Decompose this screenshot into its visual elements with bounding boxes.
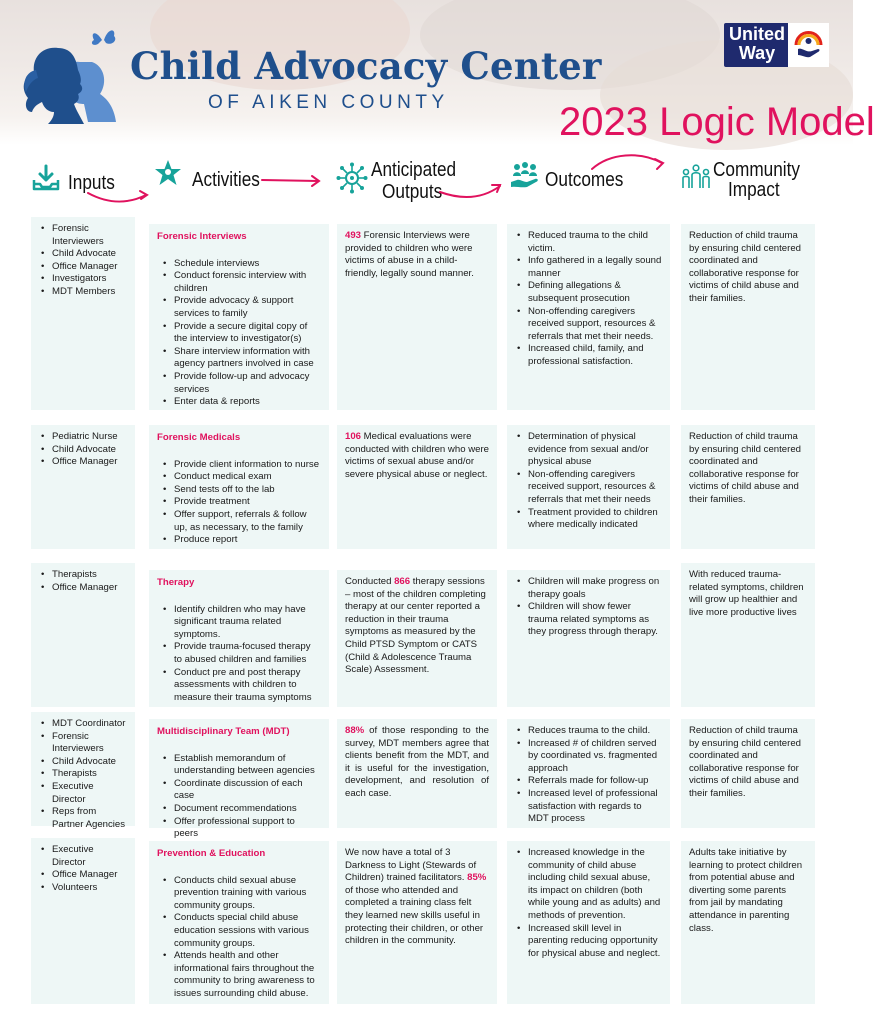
impact-text: Reduction of child trauma by ensuring child centered coordinated and collaborative response for victims of child abuse and their families. — [689, 431, 801, 505]
list-item: • Executive Director — [39, 844, 127, 869]
list-item: • Provide follow-up and advocacy services — [161, 371, 321, 396]
list-item: • Coordinate discussion of each case — [161, 778, 321, 803]
impact-cell — [681, 841, 815, 1004]
list-item: • Increased level of professional satisfaction with regards to MDT process — [515, 788, 662, 826]
list-item: • Provide treatment — [161, 496, 321, 509]
list-item: • Treatment provided to children where medically indicated — [515, 507, 662, 532]
list-item: • Conduct pre and post therapy assessments with children to measure their trauma symptoms — [161, 667, 321, 705]
list-item: • Increased knowledge in the community of child abuse including child sexual abuse, its impact on children (both while young and as adults) and methods of prevention. — [515, 847, 662, 923]
org-subtitle: OF AIKEN COUNTY — [208, 92, 449, 113]
network-icon — [336, 162, 368, 194]
list-item: • MDT Coordinator — [39, 718, 127, 731]
united-way-hand-icon — [788, 23, 829, 67]
output-number: 866 — [394, 576, 411, 587]
list-item: • Reps from Partner Agencies — [39, 806, 127, 831]
list-item: • Produce report — [161, 534, 321, 547]
inbox-download-icon — [30, 162, 62, 194]
united-way-logo-text: United Way — [729, 24, 785, 63]
list-item: • Provide advocacy & support services to family — [161, 295, 321, 320]
list-item: • Office Manager — [39, 582, 127, 595]
list-item: • Child Advocate — [39, 444, 127, 457]
list-item: • Schedule interviews — [161, 258, 321, 271]
hand-people-icon — [509, 160, 541, 192]
activities-cell — [149, 570, 329, 707]
column-label: Inputs — [68, 172, 115, 194]
list-item: • Increased child, family, and professional satisfaction. — [515, 343, 662, 368]
column-label-line1: Community — [713, 159, 800, 181]
column-label: Outcomes — [545, 169, 624, 191]
activity-title: Prevention & Education — [157, 848, 266, 859]
list-item: • Pediatric Nurse — [39, 431, 127, 444]
output-text: 493 Forensic Interviews were provided to children who were victims of abuse in a child-friendly, legally sound manner. — [345, 230, 474, 279]
output-number: 106 — [345, 431, 362, 442]
list-item: • Conducts child sexual abuse prevention training with various community groups. — [161, 875, 321, 913]
activity-title: Multidisciplinary Team (MDT) — [157, 726, 290, 737]
inputs-cell — [31, 217, 135, 410]
inputs-cell — [31, 563, 135, 707]
list-item: • Document recommendations — [161, 803, 321, 816]
org-name: Child Advocacy Center — [130, 44, 602, 88]
community-people-icon — [680, 162, 712, 194]
output-text: 106 Medical evaluations were conducted with children who were victims of sexual abuse and/or severe physical abuse or neglect. — [345, 431, 489, 480]
impact-text: Adults take initiative by learning to protect children from potential abuse and diverting some parents from jail by mandating attendance in parenting class. — [689, 847, 803, 934]
activities-cell — [149, 425, 329, 549]
list-item: • Non-offending caregivers received support, resources & referrals that met their needs. — [515, 306, 662, 344]
list-item: • Conducts special child abuse education sessions with various community groups. — [161, 912, 321, 950]
activities-cell — [149, 224, 329, 410]
outcomes-cell — [507, 425, 670, 549]
activity-title: Forensic Medicals — [157, 432, 241, 443]
inputs-cell — [31, 838, 135, 1004]
list-item: • Reduced trauma to the child victim. — [515, 230, 662, 255]
list-item: • Increased # of children served by coordinated vs. fragmented approach — [515, 738, 662, 776]
impact-cell — [681, 224, 815, 410]
header-banner — [0, 0, 875, 145]
list-item: • Reduces trauma to the child. — [515, 725, 662, 738]
list-item: • Investigators — [39, 273, 127, 286]
impact-text: With reduced trauma-related symptoms, children will grow up healthier and live more productive lives — [689, 569, 804, 618]
outputs-cell — [337, 570, 497, 707]
output-number: 85% — [467, 872, 487, 884]
column-label-line2: Impact — [728, 179, 780, 201]
list-item: • Share interview information with agency partners involved in case — [161, 346, 321, 371]
inputs-cell — [31, 425, 135, 549]
column-header-activities — [152, 156, 282, 206]
star-people-icon — [152, 158, 184, 190]
activity-title: Therapy — [157, 577, 195, 588]
list-item: • Therapists — [39, 569, 127, 582]
outcomes-cell — [507, 570, 670, 707]
child-silhouette-logo-icon — [18, 22, 128, 130]
activity-title: Forensic Interviews — [157, 231, 247, 242]
list-item: • Offer support, referrals & follow up, as necessary, to the family — [161, 509, 321, 534]
outputs-cell — [337, 224, 497, 410]
column-label-line2: Outputs — [382, 181, 443, 203]
output-text: 88% of those responding to the survey, MDT members agree that clients benefit from the MDT, and it is useful for the investigation, development, and resolution of each case. — [345, 725, 489, 799]
activities-cell — [149, 719, 329, 840]
list-item: • Attends health and other informational fairs throughout the community to bring awareness to issues surrounding child abuse. — [161, 950, 321, 1000]
list-item: • Provide client information to nurse — [161, 459, 321, 472]
list-item: • Establish memorandum of understanding between agencies — [161, 753, 321, 778]
list-item: • Identify children who may have significant trauma related symptoms. — [161, 604, 321, 642]
list-item: • Conduct forensic interview with children — [161, 270, 321, 295]
column-header-impact — [680, 156, 810, 206]
butterfly-icon — [92, 30, 115, 45]
list-item: • MDT Members — [39, 286, 127, 299]
list-item: • Office Manager — [39, 456, 127, 469]
list-item: • Offer professional support to peers — [161, 816, 321, 841]
list-item: • Referrals made for follow-up — [515, 775, 662, 788]
list-item: • Provide a secure digital copy of the interview to investigator(s) — [161, 321, 321, 346]
outcomes-cell — [507, 224, 670, 410]
list-item: • Executive Director — [39, 781, 127, 806]
united-way-logo — [724, 23, 829, 67]
output-number: 493 — [345, 230, 362, 241]
impact-text: Reduction of child trauma by ensuring child centered coordinated and collaborative response for victims of child abuse and their families. — [689, 725, 801, 799]
outcomes-cell — [507, 719, 670, 828]
list-item: • Increased skill level in parenting reducing opportunity for physical abuse and neglect. — [515, 923, 662, 961]
page-title: 2023 Logic Model — [559, 100, 875, 144]
list-item: • Enter data & reports — [161, 396, 321, 409]
column-header-inputs — [30, 156, 140, 206]
impact-cell — [681, 563, 815, 707]
output-number: 88% — [345, 725, 365, 736]
column-label-line1: Anticipated — [371, 159, 457, 181]
list-item: • Children will show fewer trauma related symptoms as they progress through therapy. — [515, 601, 662, 639]
list-item: • Forensic Interviewers — [39, 731, 127, 756]
outputs-cell — [337, 719, 497, 828]
impact-cell — [681, 719, 815, 828]
list-item: • Child Advocate — [39, 248, 127, 261]
impact-cell — [681, 425, 815, 549]
outcomes-cell — [507, 841, 670, 1004]
list-item: • Non-offending caregivers received support, resources & referrals that met their needs — [515, 469, 662, 507]
list-item: • Determination of physical evidence from sexual and/or physical abuse — [515, 431, 662, 469]
list-item: • Defining allegations & subsequent prosecution — [515, 280, 662, 305]
list-item: • Conduct medical exam — [161, 471, 321, 484]
list-item: • Volunteers — [39, 882, 127, 895]
list-item: • Office Manager — [39, 869, 127, 882]
impact-text: Reduction of child trauma by ensuring child centered coordinated and collaborative response for victims of child abuse and their families. — [689, 230, 801, 304]
list-item: • Send tests off to the lab — [161, 484, 321, 497]
outputs-cell — [337, 425, 497, 549]
column-header-outcomes — [509, 156, 629, 206]
column-header-outputs — [336, 156, 466, 206]
list-item: • Therapists — [39, 768, 127, 781]
outputs-cell — [337, 841, 497, 1004]
output-text: Conducted 866 therapy sessions – most of the children completing therapy at our center reported a reduction in their trauma symptoms as measured by the Child PTSD Symptom or CATS (Child & Adolescence Trauma Scale) Assessment. — [345, 576, 486, 676]
column-label: Activities — [192, 169, 260, 191]
list-item: • Provide trauma-focused therapy to abused children and families — [161, 641, 321, 666]
list-item: • Children will make progress on therapy goals — [515, 576, 662, 601]
list-item: • Forensic Interviewers — [39, 223, 127, 248]
output-text: We now have a total of 3 Darkness to Light (Stewards of Children) trained facilitators. 85% of those who attended and completed a training class felt they learned new skills useful in protecting their children, or other children in the community. — [345, 847, 487, 947]
list-item: • Child Advocate — [39, 756, 127, 769]
list-item: • Info gathered in a legally sound manner — [515, 255, 662, 280]
inputs-cell — [31, 712, 135, 830]
list-item: • Office Manager — [39, 261, 127, 274]
activities-cell — [149, 841, 329, 1004]
